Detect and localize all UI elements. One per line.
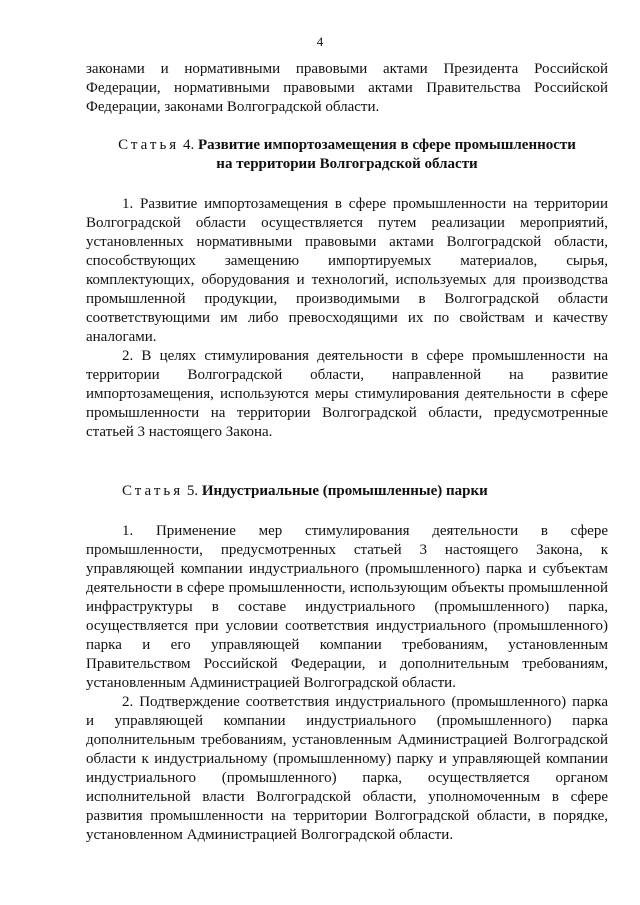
page-number: 4	[316, 34, 324, 49]
article-5-paragraph-1: 1. Применение мер стимулирования деятельности в сфере промышленности, предусмотренных статьей 3 настоящего Закона, к управляющей компании индустриального (промышленного) парка и субъектам деятельности в сфере промышленности, использующим объекты промышленной инфраструктуры в составе индустриального (промышленного) парка, осуществляется при условии соответствия индустриального (промышленного) парка и его управляющей компании требованиям, установленным Правительством Российской Федерации, и дополнительным требованиям, установленным Администрацией Волгоградской области.	[86, 523, 608, 691]
article-5-number: 5.	[186, 483, 199, 499]
article-4	[86, 136, 608, 442]
article-5-heading	[86, 482, 608, 501]
article-4-paragraph-2: 2. В целях стимулирования деятельности в сфере промышленности на территории Волгоградской области, направленной на развитие импортозамещения, используются меры стимулирования деятельности в сфере промышленности на территории Волгоградской области, предусмотренные статьей 3 настоящего Закона.	[86, 348, 608, 440]
article-4-number: 4.	[182, 137, 195, 153]
article-4-title-line2: на территории Волгоградской области	[216, 156, 478, 172]
article-4-title: Развитие импортозамещения в сфере промышленности	[197, 137, 576, 153]
article-4-heading	[86, 136, 608, 174]
article-4-paragraph-1: 1. Развитие импортозамещения в сфере промышленности на территории Волгоградской области осуществляется путем реализации мероприятий, установленных нормативными правовыми актами Волгоградской области, способствующих замещению импортируемых материалов, сырья, комплектующих, оборудования и технологий, используемых для производства промышленной продукции, производимыми в Волгоградской области соответствующими им либо превосходящими их по свойствам и качеству аналогами.	[86, 196, 608, 345]
article-5-title: Индустриальные (промышленные) парки	[201, 483, 488, 499]
article-4-word: Статья	[118, 137, 180, 153]
article-5-paragraph-2: 2. Подтверждение соответствия индустриального (промышленного) парка и управляющей компании индустриального (промышленного) парка дополнительным требованиям, установленным Администрацией Волгоградской области к индустриальному (промышленному) парку и управляющей компании индустриального (промышленного) парка, осуществляется органом исполнительной власти Волгоградской области, уполномоченным в сфере развития промышленности на территории Волгоградской области, в порядке, установленном Администрацией Волгоградской области.	[86, 694, 608, 843]
document-body	[86, 60, 608, 845]
article-5	[86, 482, 608, 845]
intro-paragraph: законами и нормативными правовыми актами Президента Российской Федерации, нормативными правовыми актами Правительства Российской Федерации, законами Волгоградской области.	[86, 61, 608, 115]
article-5-word: Статья	[122, 483, 184, 499]
